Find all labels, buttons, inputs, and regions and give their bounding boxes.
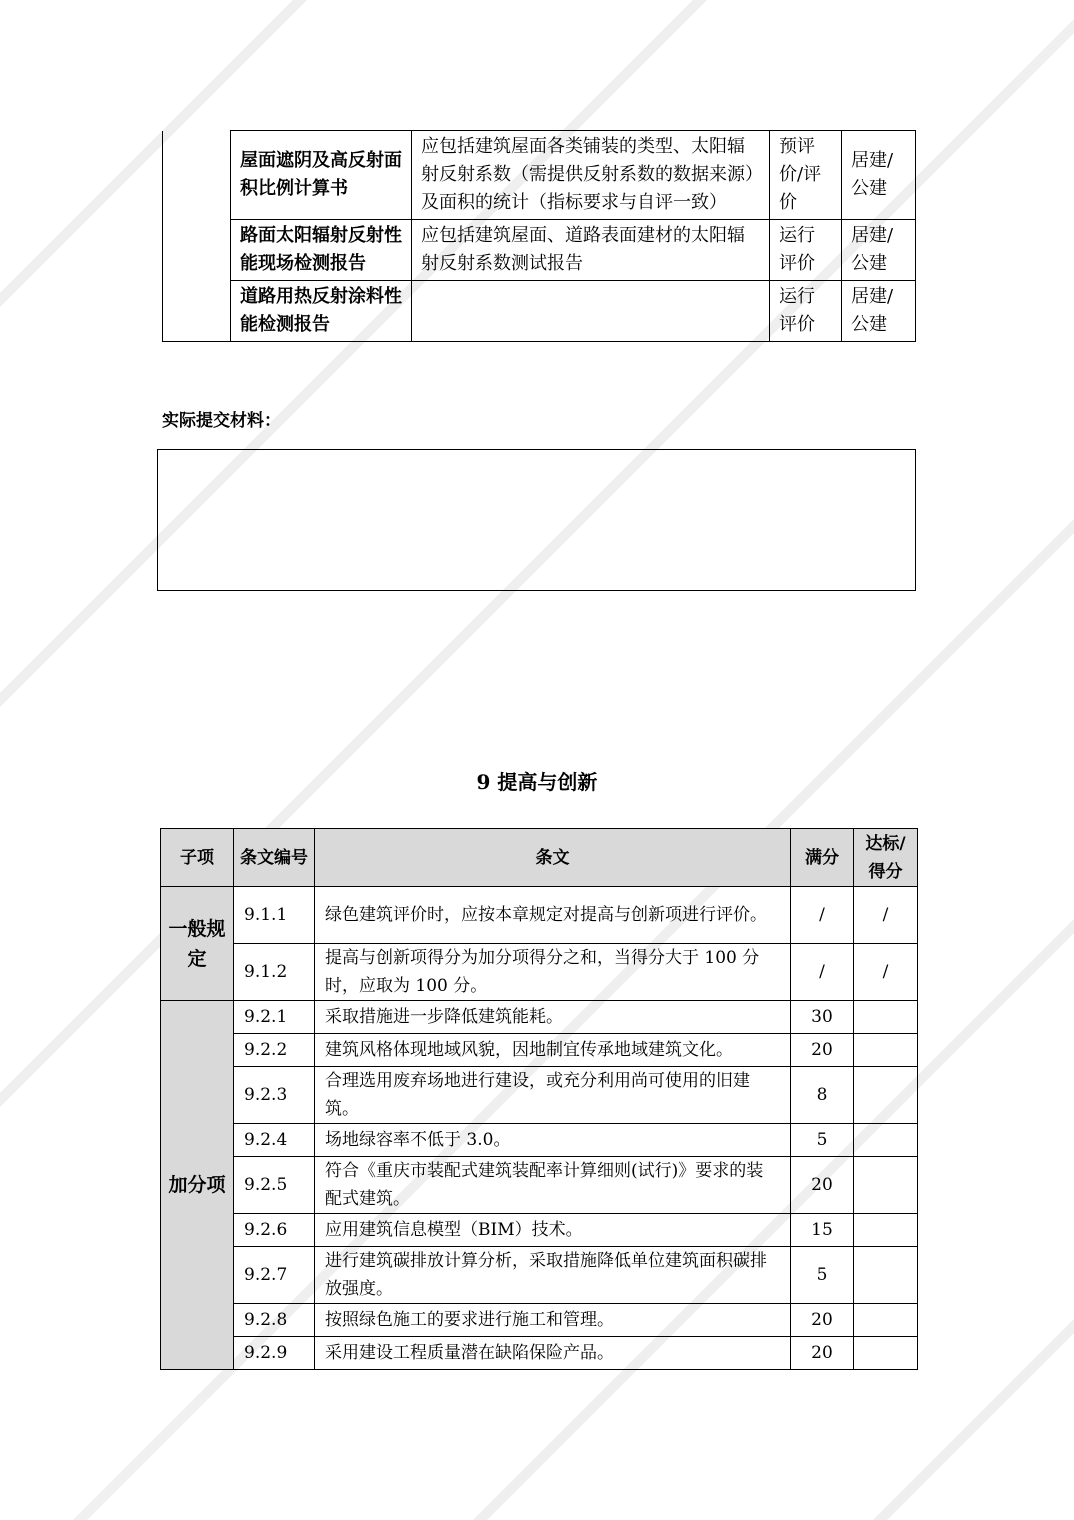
clause-number: 9.2.7 <box>234 1247 315 1304</box>
clause-number: 9.2.3 <box>234 1067 315 1124</box>
table-row <box>161 1337 918 1370</box>
header-sub-item: 子项 <box>161 829 234 887</box>
clause-text: 采用建设工程质量潜在缺陷保险产品。 <box>315 1337 791 1370</box>
material-name: 道路用热反射涂料性能检测报告 <box>231 281 412 342</box>
full-score: 15 <box>791 1214 854 1247</box>
clause-text: 场地绿容率不低于 3.0。 <box>315 1124 791 1157</box>
table-row <box>163 281 916 342</box>
header-full-score: 满分 <box>791 829 854 887</box>
material-name: 屋面遮阴及高反射面积比例计算书 <box>231 131 412 220</box>
table-row <box>161 1214 918 1247</box>
clause-text: 采取措施进一步降低建筑能耗。 <box>315 1001 791 1034</box>
full-score: 20 <box>791 1034 854 1067</box>
clause-text: 建筑风格体现地域风貌，因地制宜传承地域建筑文化。 <box>315 1034 791 1067</box>
full-score: 20 <box>791 1337 854 1370</box>
clause-text: 按照绿色施工的要求进行施工和管理。 <box>315 1304 791 1337</box>
material-requirement: 应包括建筑屋面、道路表面建材的太阳辐射反射系数测试报告 <box>412 220 770 281</box>
table-row <box>161 1124 918 1157</box>
full-score: / <box>791 887 854 944</box>
innovation-table <box>160 828 918 1370</box>
table-row <box>163 131 916 220</box>
material-stage: 预评价/评价 <box>770 131 842 220</box>
clause-number: 9.2.4 <box>234 1124 315 1157</box>
header-achieved: 达标/得分 <box>854 829 918 887</box>
header-clause: 条文 <box>315 829 791 887</box>
material-requirement <box>412 281 770 342</box>
group-bonus: 加分项 <box>161 1001 234 1370</box>
table-row <box>161 1001 918 1034</box>
submitted-materials-label: 实际提交材料： <box>162 411 281 431</box>
submitted-materials-box[interactable] <box>157 449 916 591</box>
table-row <box>161 1247 918 1304</box>
table-header-row <box>161 829 918 887</box>
table-row <box>161 887 918 944</box>
achieved-score[interactable] <box>854 1067 918 1124</box>
achieved-score[interactable] <box>854 1001 918 1034</box>
clause-text: 提高与创新项得分为加分项得分之和，当得分大于 100 分时，应取为 100 分。 <box>315 944 791 1001</box>
clause-text: 绿色建筑评价时，应按本章规定对提高与创新项进行评价。 <box>315 887 791 944</box>
group-cell <box>163 131 231 342</box>
clause-number: 9.2.1 <box>234 1001 315 1034</box>
achieved-score[interactable] <box>854 1247 918 1304</box>
clause-text: 合理选用废弃场地进行建设，或充分利用尚可使用的旧建筑。 <box>315 1067 791 1124</box>
achieved-score: / <box>854 944 918 1001</box>
full-score: 5 <box>791 1124 854 1157</box>
achieved-score: / <box>854 887 918 944</box>
achieved-score[interactable] <box>854 1157 918 1214</box>
group-general: 一般规定 <box>161 887 234 1001</box>
achieved-score[interactable] <box>854 1124 918 1157</box>
material-type: 居建/公建 <box>842 220 916 281</box>
achieved-score[interactable] <box>854 1304 918 1337</box>
full-score: 8 <box>791 1067 854 1124</box>
header-clause-no: 条文编号 <box>234 829 315 887</box>
full-score: / <box>791 944 854 1001</box>
full-score: 20 <box>791 1157 854 1214</box>
material-name: 路面太阳辐射反射性能现场检测报告 <box>231 220 412 281</box>
table-row <box>161 1304 918 1337</box>
section-title: 9 提高与创新 <box>476 770 598 794</box>
full-score: 20 <box>791 1304 854 1337</box>
materials-table <box>162 130 916 342</box>
table-row <box>161 1157 918 1214</box>
clause-text: 符合《重庆市装配式建筑装配率计算细则(试行)》要求的装配式建筑。 <box>315 1157 791 1214</box>
clause-number: 9.2.5 <box>234 1157 315 1214</box>
material-type: 居建/公建 <box>842 281 916 342</box>
clause-number: 9.2.9 <box>234 1337 315 1370</box>
achieved-score[interactable] <box>854 1034 918 1067</box>
clause-number: 9.1.2 <box>234 944 315 1001</box>
clause-number: 9.1.1 <box>234 887 315 944</box>
table-row <box>161 1067 918 1124</box>
achieved-score[interactable] <box>854 1337 918 1370</box>
material-requirement: 应包括建筑屋面各类铺装的类型、太阳辐射反射系数（需提供反射系数的数据来源）及面积的统计（指标要求与自评一致） <box>412 131 770 220</box>
table-row <box>163 220 916 281</box>
material-type: 居建/公建 <box>842 131 916 220</box>
table-row <box>161 944 918 1001</box>
material-stage: 运行评价 <box>770 281 842 342</box>
clause-number: 9.2.6 <box>234 1214 315 1247</box>
clause-number: 9.2.2 <box>234 1034 315 1067</box>
full-score: 30 <box>791 1001 854 1034</box>
table-row <box>161 1034 918 1067</box>
clause-text: 进行建筑碳排放计算分析，采取措施降低单位建筑面积碳排放强度。 <box>315 1247 791 1304</box>
full-score: 5 <box>791 1247 854 1304</box>
clause-number: 9.2.8 <box>234 1304 315 1337</box>
achieved-score[interactable] <box>854 1214 918 1247</box>
material-stage: 运行评价 <box>770 220 842 281</box>
clause-text: 应用建筑信息模型（BIM）技术。 <box>315 1214 791 1247</box>
